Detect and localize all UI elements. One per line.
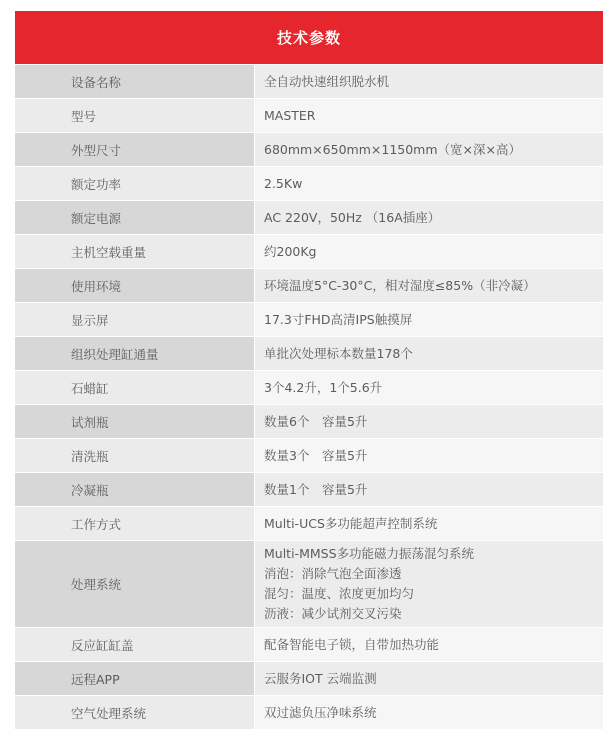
row-value-line: Multi-UCS多功能超声控制系统 (264, 515, 438, 531)
table-row (15, 541, 603, 627)
row-value (255, 541, 603, 627)
row-label: 显示屏 (15, 303, 254, 336)
row-label: 工作方式 (15, 507, 254, 540)
row-value (255, 662, 603, 695)
table-row (15, 65, 603, 98)
row-value (255, 303, 603, 336)
row-value-line: 数量6个 容量5升 (264, 413, 368, 429)
table-row (15, 507, 603, 540)
row-label: 清洗瓶 (15, 439, 254, 472)
row-label: 冷凝瓶 (15, 473, 254, 506)
row-value-line: 全自动快速组织脱水机 (264, 73, 390, 89)
row-label: 处理系统 (15, 541, 254, 627)
table-row (15, 201, 603, 234)
row-value-line: 数量1个 容量5升 (264, 481, 368, 497)
row-label: 试剂瓶 (15, 405, 254, 438)
row-value (255, 337, 603, 370)
row-label: 外型尺寸 (15, 133, 254, 166)
table-row (15, 235, 603, 268)
row-value-line: 约200Kg (264, 243, 317, 259)
row-value-line: 3个4.2升，1个5.6升 (264, 379, 383, 395)
row-label: 型号 (15, 99, 254, 132)
table-row (15, 405, 603, 438)
row-label: 使用环境 (15, 269, 254, 302)
row-value (255, 473, 603, 506)
row-value (255, 65, 603, 98)
row-value (255, 99, 603, 132)
row-value (255, 201, 603, 234)
row-label: 组织处理缸通量 (15, 337, 254, 370)
row-label: 石蜡缸 (15, 371, 254, 404)
table-title: 技术参数 (15, 11, 603, 64)
row-label: 额定电源 (15, 201, 254, 234)
table-row (15, 99, 603, 132)
row-value-line: 双过滤负压净味系统 (264, 704, 377, 720)
row-label: 设备名称 (15, 65, 254, 98)
table-row (15, 269, 603, 302)
row-value-line: MASTER (264, 107, 316, 123)
table-row (15, 696, 603, 729)
row-value-line: 云服务IOT 云端监测 (264, 670, 377, 686)
row-value-line: Multi-MMSS多功能磁力振荡混匀系统 (264, 546, 475, 561)
row-value-line: 680mm×650mm×1150mm（宽×深×高） (264, 141, 521, 157)
row-value-line: 混匀：温度、浓度更加均匀 (264, 586, 415, 601)
row-value-line: 数量3个 容量5升 (264, 447, 368, 463)
spec-table (15, 11, 603, 730)
row-label: 远程APP (15, 662, 254, 695)
row-label: 反应缸缸盖 (15, 628, 254, 661)
row-label: 空气处理系统 (15, 696, 254, 729)
row-label: 额定功率 (15, 167, 254, 200)
row-label: 主机空载重量 (15, 235, 254, 268)
table-row (15, 167, 603, 200)
row-value-line: 17.3寸FHD高清IPS触摸屏 (264, 311, 413, 327)
row-value (255, 439, 603, 472)
row-value-line: AC 220V，50Hz （16A插座） (264, 209, 441, 225)
row-value (255, 371, 603, 404)
row-value (255, 507, 603, 540)
row-value-line: 配备智能电子锁，自带加热功能 (264, 636, 440, 652)
row-value-line: 单批次处理标本数量178个 (264, 345, 413, 361)
row-value (255, 696, 603, 729)
spec-rows (15, 65, 603, 729)
table-row (15, 439, 603, 472)
row-value (255, 167, 603, 200)
row-value (255, 628, 603, 661)
row-value (255, 269, 603, 302)
row-value (255, 405, 603, 438)
table-row (15, 133, 603, 166)
table-row (15, 473, 603, 506)
table-row (15, 337, 603, 370)
table-row (15, 371, 603, 404)
row-value-line: 环境温度5°C-30°C，相对湿度≤85%（非冷凝） (264, 277, 536, 293)
row-value-line: 消泡：消除气泡全面渗透 (264, 566, 402, 581)
table-row (15, 662, 603, 695)
row-value-line: 2.5Kw (264, 175, 303, 191)
table-row (15, 628, 603, 661)
row-value (255, 133, 603, 166)
row-value-line: 沥液：减少试剂交叉污染 (264, 606, 402, 621)
table-row (15, 303, 603, 336)
row-value (255, 235, 603, 268)
